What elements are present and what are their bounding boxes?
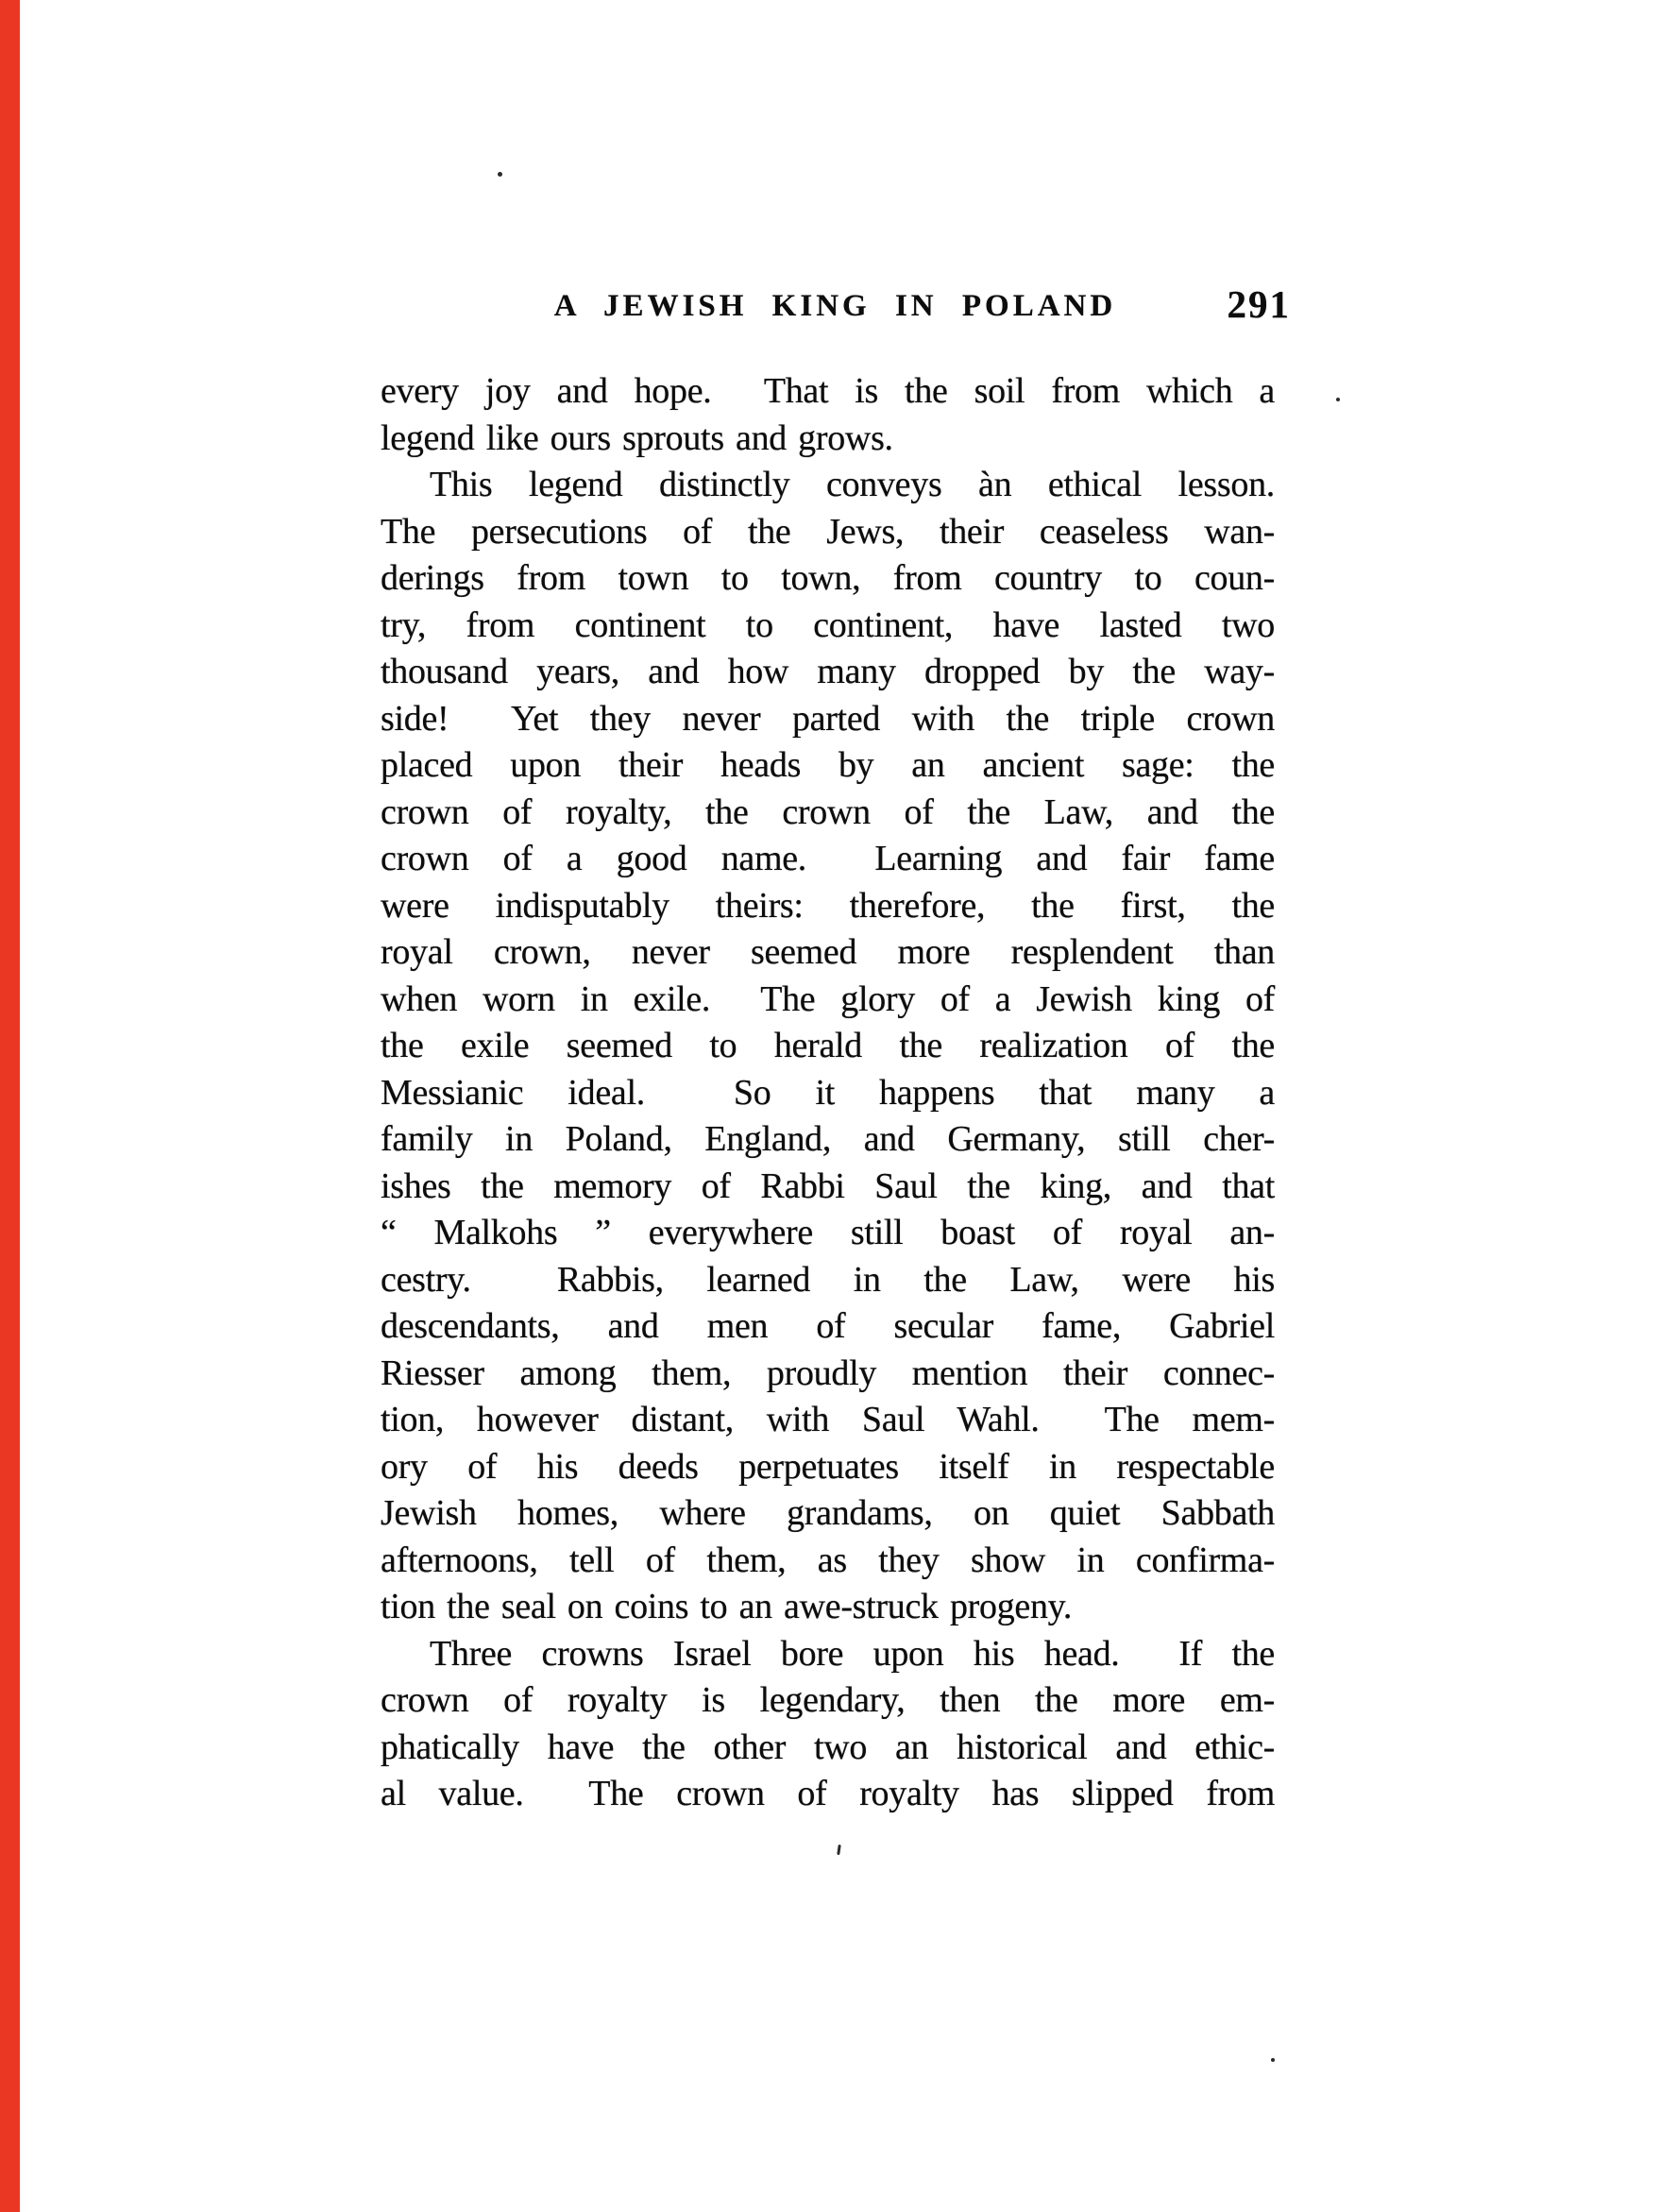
text-line: were indisputably theirs: therefore, the first, the	[381, 885, 1275, 926]
text-line: ishes the memory of Rabbi Saul the king, and that	[381, 1166, 1275, 1206]
scan-edge-stripe	[0, 0, 20, 2212]
page-number: 291	[1227, 282, 1291, 326]
ink-speck	[837, 1845, 841, 1855]
text-line: This legend distinctly conveys àn ethical lesson.	[430, 465, 1275, 504]
paragraph	[381, 462, 1275, 1631]
text-line: Three crowns Israel bore upon his head. If the	[430, 1633, 1275, 1674]
text-line: when worn in exile. The glory of a Jewish king of	[381, 978, 1275, 1019]
text-line: side! Yet they never parted with the triple crown	[381, 698, 1275, 739]
text-line: al value. The crown of royalty has slipped from	[381, 1774, 1275, 1813]
text-line: derings from town to town, from country to coun-	[381, 558, 1275, 598]
text-line: every joy and hope. That is the soil from which a	[381, 371, 1275, 411]
text-line: cestry. Rabbis, learned in the Law, were his	[381, 1259, 1275, 1300]
paragraph	[381, 1631, 1275, 1818]
running-header	[381, 291, 1275, 332]
page-title: A JEWISH KING IN POLAND	[553, 289, 1117, 323]
text-line: placed upon their heads by an ancient sage: the	[381, 745, 1275, 785]
ink-speck	[1271, 2058, 1275, 2062]
ink-speck	[1336, 398, 1340, 401]
text-line: phatically have the other two an historical and ethic-	[381, 1727, 1275, 1767]
text-line: ory of his deeds perpetuates itself in respectable	[381, 1446, 1275, 1487]
text-line: The persecutions of the Jews, their ceaseless wan-	[381, 511, 1275, 552]
text-line: Messianic ideal. So it happens that many a	[381, 1072, 1275, 1113]
text-line: crown of a good name. Learning and fair fame	[381, 839, 1275, 878]
text-line: the exile seemed to herald the realization of the	[381, 1026, 1275, 1065]
text-line: Riesser among them, proudly mention their connec-	[381, 1353, 1275, 1393]
text-line: family in Poland, England, and Germany, still cher-	[381, 1119, 1275, 1159]
ink-speck	[498, 172, 502, 177]
text-line: Jewish homes, where grandams, on quiet Sabbath	[381, 1493, 1275, 1533]
text-line: descendants, and men of secular fame, Gabriel	[381, 1306, 1275, 1346]
text-line: tion, however distant, with Saul Wahl. The mem-	[381, 1400, 1275, 1439]
text-line: royal crown, never seemed more resplendent than	[381, 932, 1275, 972]
text-line: tion the seal on coins to an awe-struck progeny.	[381, 1587, 1073, 1626]
text-line: crown of royalty is legendary, then the more em-	[381, 1680, 1275, 1720]
text-block	[381, 368, 1275, 1818]
text-line: try, from continent to continent, have lasted two	[381, 604, 1275, 645]
text-line: thousand years, and how many dropped by the way-	[381, 652, 1275, 691]
text-line: legend like ours sprouts and grows.	[381, 417, 893, 458]
text-line: crown of royalty, the crown of the Law, and the	[381, 791, 1275, 832]
text-line: “ Malkohs ” everywhere still boast of royal an-	[381, 1213, 1275, 1252]
text-line: afternoons, tell of them, as they show in confirma-	[381, 1540, 1275, 1580]
paragraph	[381, 368, 1275, 462]
